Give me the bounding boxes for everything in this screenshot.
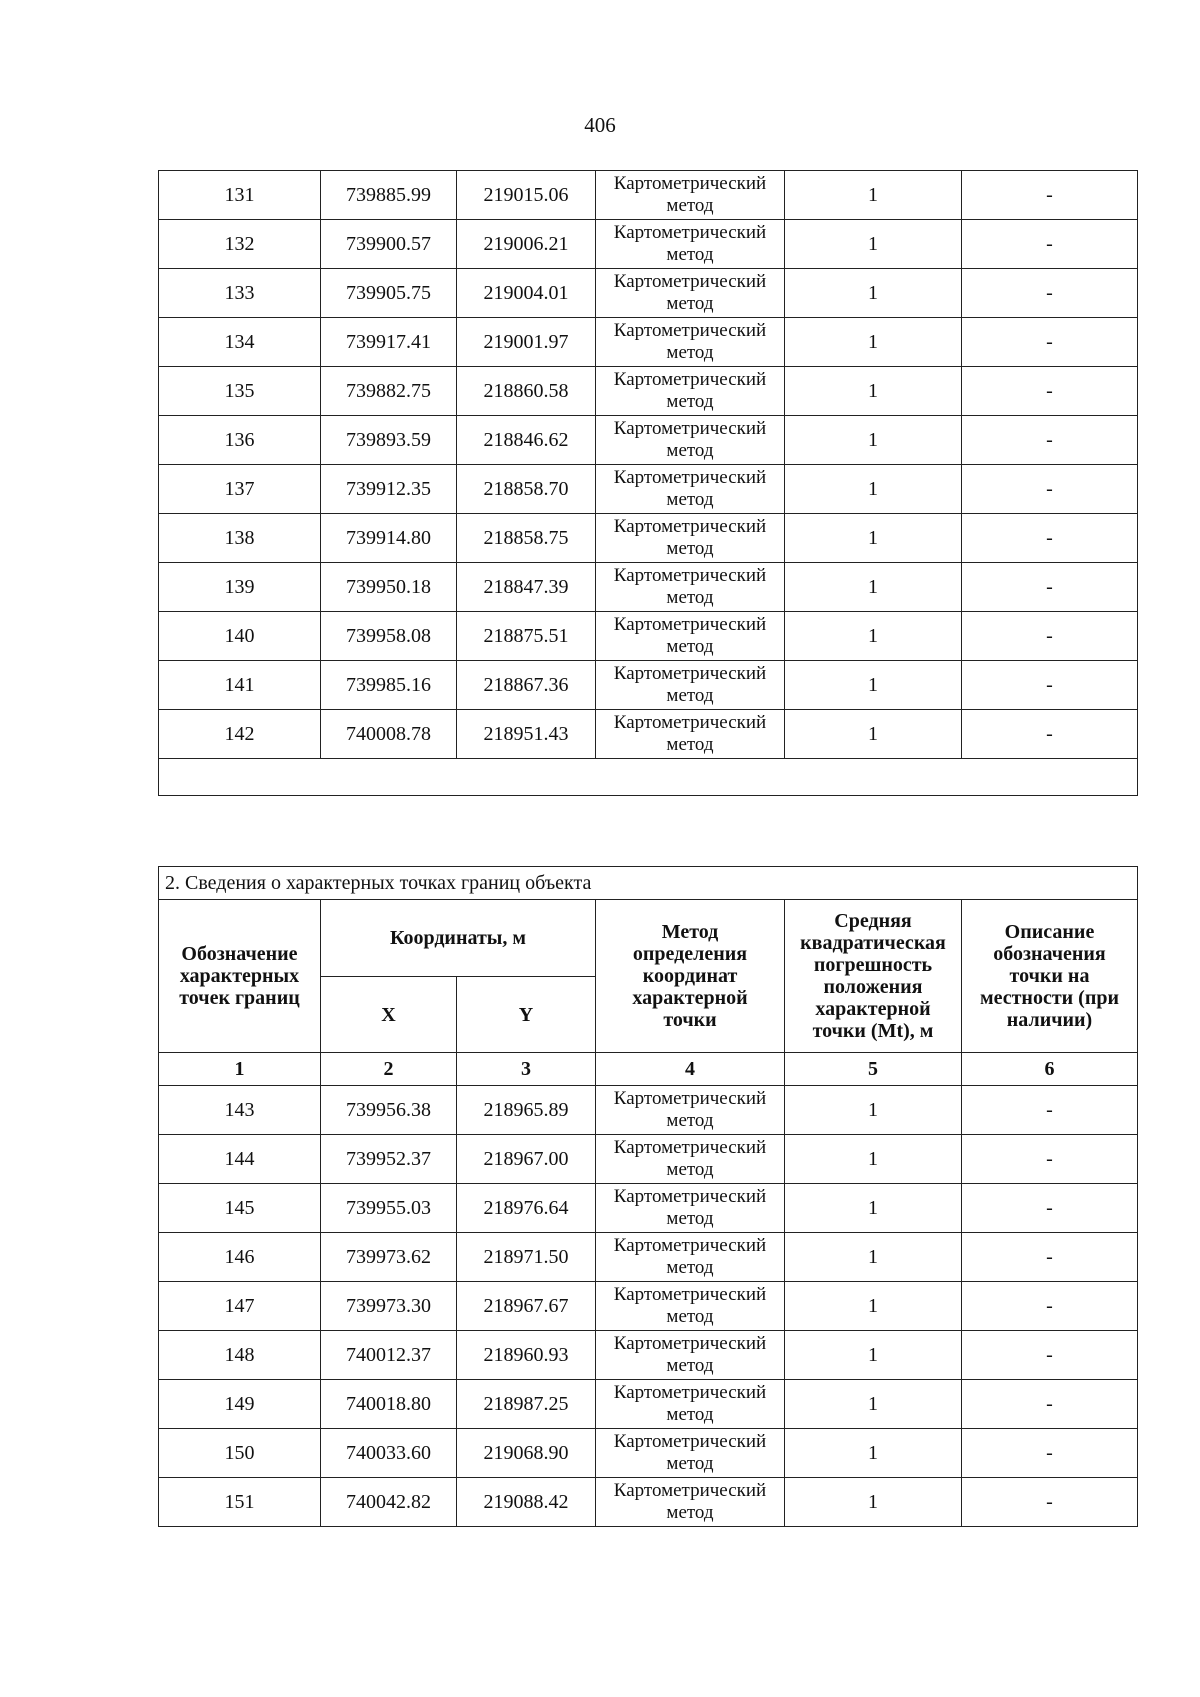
y-coordinate-cell: 218960.93: [457, 1331, 596, 1380]
table-row: [159, 563, 1138, 612]
method-line: Картометрический: [613, 614, 767, 635]
method-line: метод: [666, 293, 714, 314]
table-row: [159, 1478, 1138, 1527]
y-coordinate-cell: 219015.06: [457, 171, 596, 220]
y-coordinate-cell: 219088.42: [457, 1478, 596, 1527]
y-coordinate-cell: 218858.75: [457, 514, 596, 563]
mean-square-error-cell: 1: [785, 220, 962, 269]
method-line: метод: [666, 734, 714, 755]
mean-square-error-cell: 1: [785, 1331, 962, 1380]
method-cell: [596, 1184, 785, 1233]
table-row: [159, 1282, 1138, 1331]
description-cell: -: [962, 1086, 1138, 1135]
empty-row: [159, 759, 1138, 796]
x-coordinate-cell: 739973.30: [321, 1282, 457, 1331]
method-line: метод: [666, 685, 714, 706]
method-line: метод: [666, 1355, 714, 1376]
column-number: 4: [596, 1053, 785, 1086]
description-cell: -: [962, 1380, 1138, 1429]
mean-square-error-cell: 1: [785, 416, 962, 465]
y-coordinate-cell: 218860.58: [457, 367, 596, 416]
mean-square-error-cell: 1: [785, 1282, 962, 1331]
description-cell: -: [962, 318, 1138, 367]
method-line: Картометрический: [613, 1235, 767, 1256]
table-row: [159, 465, 1138, 514]
column-number: 6: [962, 1053, 1138, 1086]
method-line: Картометрический: [613, 1333, 767, 1354]
x-coordinate-cell: 739914.80: [321, 514, 457, 563]
x-coordinate-cell: 739952.37: [321, 1135, 457, 1184]
mean-square-error-cell: 1: [785, 612, 962, 661]
method-cell: [596, 367, 785, 416]
mean-square-error-cell: 1: [785, 1478, 962, 1527]
table-row: [159, 514, 1138, 563]
method-line: Картометрический: [613, 663, 767, 684]
mean-square-error-cell: 1: [785, 367, 962, 416]
table-row: [159, 1331, 1138, 1380]
method-line: метод: [666, 391, 714, 412]
mean-square-error-cell: 1: [785, 563, 962, 612]
x-coordinate-cell: 740008.78: [321, 710, 457, 759]
description-cell: -: [962, 710, 1138, 759]
description-cell: -: [962, 220, 1138, 269]
point-cell: 131: [159, 171, 321, 220]
table-row: [159, 1086, 1138, 1135]
method-line: Картометрический: [613, 516, 767, 537]
method-line: метод: [666, 1208, 714, 1229]
description-cell: -: [962, 1429, 1138, 1478]
x-coordinate-cell: 739893.59: [321, 416, 457, 465]
mean-square-error-cell: 1: [785, 1233, 962, 1282]
mean-square-error-cell: 1: [785, 1429, 962, 1478]
point-cell: 144: [159, 1135, 321, 1184]
method-line: метод: [666, 538, 714, 559]
point-cell: 149: [159, 1380, 321, 1429]
x-coordinate-cell: 739885.99: [321, 171, 457, 220]
header-y: Y: [457, 977, 596, 1053]
method-line: Картометрический: [613, 369, 767, 390]
description-cell: -: [962, 269, 1138, 318]
column-number: 5: [785, 1053, 962, 1086]
y-coordinate-cell: 219001.97: [457, 318, 596, 367]
table-row: [159, 269, 1138, 318]
point-cell: 147: [159, 1282, 321, 1331]
point-cell: 137: [159, 465, 321, 514]
method-cell: [596, 1282, 785, 1331]
method-line: Картометрический: [613, 712, 767, 733]
method-cell: [596, 1380, 785, 1429]
y-coordinate-cell: 219068.90: [457, 1429, 596, 1478]
page-number: 406: [584, 113, 616, 137]
x-coordinate-cell: 739900.57: [321, 220, 457, 269]
method-cell: [596, 465, 785, 514]
boundary-points-table-continued: [158, 170, 1138, 796]
method-cell: [596, 1331, 785, 1380]
header-point: Обозначение характерных точек границ: [159, 900, 321, 1053]
method-line: Картометрический: [613, 1431, 767, 1452]
y-coordinate-cell: 218867.36: [457, 661, 596, 710]
method-cell: [596, 710, 785, 759]
point-cell: 132: [159, 220, 321, 269]
method-line: метод: [666, 1306, 714, 1327]
x-coordinate-cell: 739958.08: [321, 612, 457, 661]
x-coordinate-cell: 740042.82: [321, 1478, 457, 1527]
method-line: Картометрический: [613, 271, 767, 292]
mean-square-error-cell: 1: [785, 710, 962, 759]
y-coordinate-cell: 219004.01: [457, 269, 596, 318]
mean-square-error-cell: 1: [785, 171, 962, 220]
method-line: метод: [666, 1453, 714, 1474]
header-x: X: [321, 977, 457, 1053]
method-line: Картометрический: [613, 1382, 767, 1403]
x-coordinate-cell: 739905.75: [321, 269, 457, 318]
method-line: метод: [666, 489, 714, 510]
method-line: метод: [666, 1110, 714, 1131]
method-line: метод: [666, 1159, 714, 1180]
header-method: Метод определения координат характерной точки: [596, 900, 785, 1053]
point-cell: 146: [159, 1233, 321, 1282]
point-cell: 134: [159, 318, 321, 367]
method-cell: [596, 612, 785, 661]
x-coordinate-cell: 739912.35: [321, 465, 457, 514]
mean-square-error-cell: 1: [785, 661, 962, 710]
mean-square-error-cell: 1: [785, 514, 962, 563]
y-coordinate-cell: 218967.00: [457, 1135, 596, 1184]
description-cell: -: [962, 367, 1138, 416]
method-cell: [596, 171, 785, 220]
method-cell: [596, 661, 785, 710]
description-cell: -: [962, 1331, 1138, 1380]
x-coordinate-cell: 740012.37: [321, 1331, 457, 1380]
method-line: метод: [666, 342, 714, 363]
table-row: [159, 661, 1138, 710]
point-cell: 150: [159, 1429, 321, 1478]
method-line: метод: [666, 1502, 714, 1523]
description-cell: -: [962, 1282, 1138, 1331]
method-line: Картометрический: [613, 1186, 767, 1207]
method-line: Картометрический: [613, 1480, 767, 1501]
y-coordinate-cell: 218967.67: [457, 1282, 596, 1331]
table-row: [159, 1135, 1138, 1184]
column-number: 1: [159, 1053, 321, 1086]
y-coordinate-cell: 218858.70: [457, 465, 596, 514]
description-cell: -: [962, 1478, 1138, 1527]
point-cell: 135: [159, 367, 321, 416]
table-row: [159, 318, 1138, 367]
x-coordinate-cell: 739950.18: [321, 563, 457, 612]
x-coordinate-cell: 740018.80: [321, 1380, 457, 1429]
method-line: метод: [666, 636, 714, 657]
method-line: Картометрический: [613, 320, 767, 341]
table-row: [159, 1184, 1138, 1233]
section-title: 2. Сведения о характерных точках границ объекта: [159, 867, 1138, 900]
point-cell: 145: [159, 1184, 321, 1233]
method-line: Картометрический: [613, 222, 767, 243]
point-cell: 143: [159, 1086, 321, 1135]
method-line: метод: [666, 195, 714, 216]
method-cell: [596, 1086, 785, 1135]
table-header: [159, 867, 1138, 1086]
method-cell: [596, 563, 785, 612]
method-line: Картометрический: [613, 418, 767, 439]
method-cell: [596, 1478, 785, 1527]
point-cell: 141: [159, 661, 321, 710]
point-cell: 133: [159, 269, 321, 318]
method-line: Картометрический: [613, 565, 767, 586]
description-cell: -: [962, 661, 1138, 710]
column-number: 3: [457, 1053, 596, 1086]
y-coordinate-cell: 218971.50: [457, 1233, 596, 1282]
table-row: [159, 171, 1138, 220]
x-coordinate-cell: 739955.03: [321, 1184, 457, 1233]
table-body: [159, 171, 1138, 796]
mean-square-error-cell: 1: [785, 318, 962, 367]
method-line: Картометрический: [613, 1137, 767, 1158]
mean-square-error-cell: 1: [785, 465, 962, 514]
method-cell: [596, 318, 785, 367]
point-cell: 140: [159, 612, 321, 661]
point-cell: 151: [159, 1478, 321, 1527]
y-coordinate-cell: 219006.21: [457, 220, 596, 269]
description-cell: -: [962, 465, 1138, 514]
method-cell: [596, 416, 785, 465]
x-coordinate-cell: 739882.75: [321, 367, 457, 416]
table-body: [159, 1086, 1138, 1527]
table-row: [159, 416, 1138, 465]
method-line: метод: [666, 440, 714, 461]
y-coordinate-cell: 218875.51: [457, 612, 596, 661]
x-coordinate-cell: 739917.41: [321, 318, 457, 367]
table-row: [159, 1429, 1138, 1478]
table-row: [159, 1380, 1138, 1429]
column-number: 2: [321, 1053, 457, 1086]
method-cell: [596, 514, 785, 563]
description-cell: -: [962, 1233, 1138, 1282]
x-coordinate-cell: 740033.60: [321, 1429, 457, 1478]
description-cell: -: [962, 171, 1138, 220]
y-coordinate-cell: 218847.39: [457, 563, 596, 612]
point-cell: 138: [159, 514, 321, 563]
mean-square-error-cell: 1: [785, 1135, 962, 1184]
method-line: Картометрический: [613, 1284, 767, 1305]
mean-square-error-cell: 1: [785, 1380, 962, 1429]
boundary-points-table: [158, 866, 1138, 1527]
table-row: [159, 1233, 1138, 1282]
method-line: метод: [666, 1404, 714, 1425]
method-cell: [596, 269, 785, 318]
method-line: Картометрический: [613, 1088, 767, 1109]
empty-cell: [159, 759, 1138, 796]
x-coordinate-cell: 739985.16: [321, 661, 457, 710]
table-row: [159, 710, 1138, 759]
table-row: [159, 220, 1138, 269]
point-cell: 148: [159, 1331, 321, 1380]
y-coordinate-cell: 218965.89: [457, 1086, 596, 1135]
description-cell: -: [962, 1135, 1138, 1184]
description-cell: -: [962, 1184, 1138, 1233]
mean-square-error-cell: 1: [785, 1086, 962, 1135]
x-coordinate-cell: 739973.62: [321, 1233, 457, 1282]
table-row: [159, 612, 1138, 661]
header-coordinates: Координаты, м: [321, 900, 596, 977]
column-numbers-row: [159, 1053, 1138, 1086]
point-cell: 136: [159, 416, 321, 465]
y-coordinate-cell: 218987.25: [457, 1380, 596, 1429]
method-line: метод: [666, 587, 714, 608]
description-cell: -: [962, 612, 1138, 661]
point-cell: 142: [159, 710, 321, 759]
description-cell: -: [962, 563, 1138, 612]
description-cell: -: [962, 514, 1138, 563]
method-cell: [596, 220, 785, 269]
method-cell: [596, 1135, 785, 1184]
method-cell: [596, 1429, 785, 1478]
method-line: Картометрический: [613, 467, 767, 488]
method-line: метод: [666, 1257, 714, 1278]
description-cell: -: [962, 416, 1138, 465]
y-coordinate-cell: 218951.43: [457, 710, 596, 759]
table-row: [159, 367, 1138, 416]
y-coordinate-cell: 218846.62: [457, 416, 596, 465]
x-coordinate-cell: 739956.38: [321, 1086, 457, 1135]
header-mean-square-error: Средняя квадратическая погрешность положения характерной точки (Mt), м: [785, 900, 962, 1053]
point-cell: 139: [159, 563, 321, 612]
y-coordinate-cell: 218976.64: [457, 1184, 596, 1233]
method-line: Картометрический: [613, 173, 767, 194]
mean-square-error-cell: 1: [785, 1184, 962, 1233]
header-description: Описание обозначения точки на местности (при наличии): [962, 900, 1138, 1053]
method-cell: [596, 1233, 785, 1282]
mean-square-error-cell: 1: [785, 269, 962, 318]
method-line: метод: [666, 244, 714, 265]
